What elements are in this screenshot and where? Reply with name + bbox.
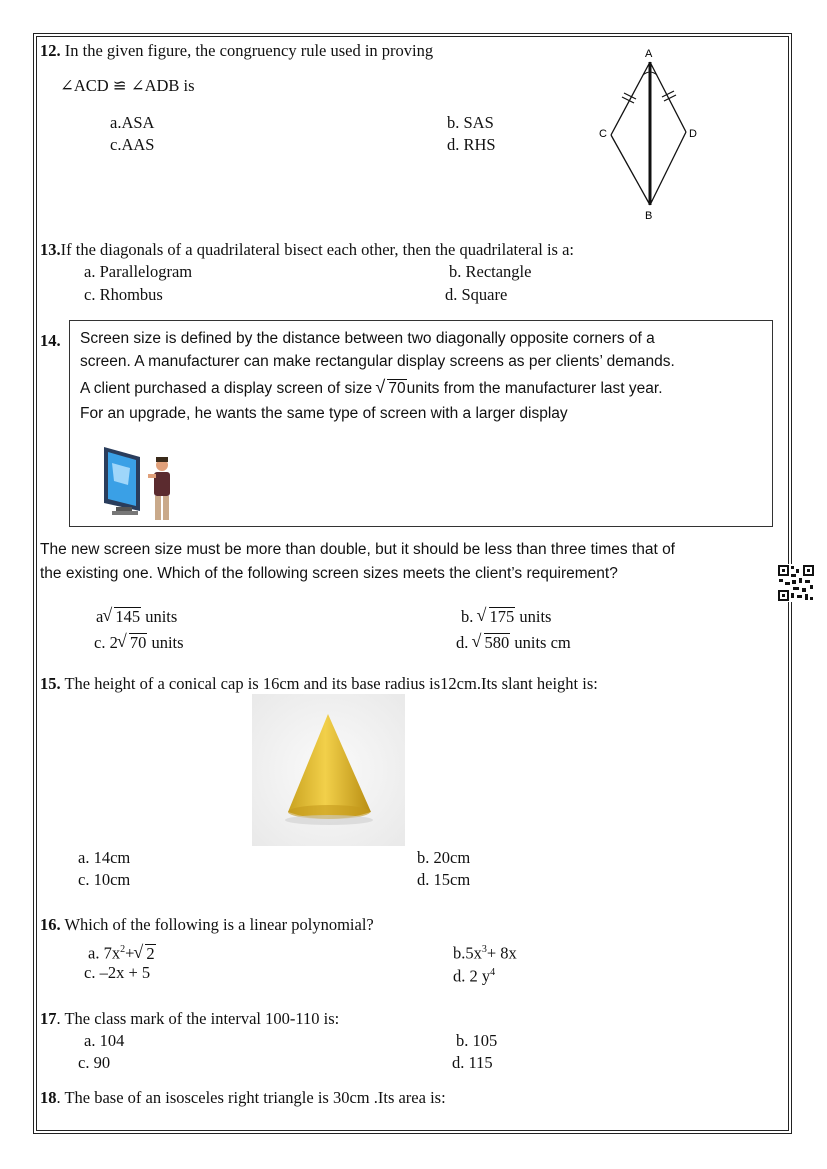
q15-option-a: a. 14cm — [78, 848, 131, 867]
q13-option-d: d. Square — [445, 285, 508, 304]
q12-statement: ∠ACD ≌ ∠ADB is — [60, 76, 195, 95]
q12-option-a: a.ASA — [110, 113, 155, 132]
q13-option-b: b. Rectangle — [449, 262, 532, 281]
golden-cone-photo — [252, 694, 405, 846]
q14-question-line2: the existing one. Which of the following screen sizes meets the client’s requirement? — [40, 565, 618, 582]
q16-option-b: $b.5x^3+ 8x$ — [453, 943, 517, 963]
q15-option-b: b. 20cm — [417, 848, 471, 867]
q12-text: 12. In the given figure, the congruency rule used in proving — [40, 41, 434, 60]
q17-text: 17. The class mark of the interval 100-110 is: — [40, 1009, 340, 1028]
q14-box-line3: A client purchased a display screen of size √ 70units from the manufacturer last year. — [80, 379, 663, 399]
q16-option-d: d. 2 $y^4$ — [453, 966, 496, 986]
q16-option-a: a. $7x^2+√$ 2 — [88, 940, 156, 964]
q12-option-d: d. RHS — [447, 135, 496, 154]
q12-option-c: c.AAS — [110, 135, 155, 154]
q14-option-d: d. √ 580 units cm — [456, 633, 571, 653]
label-d: D — [689, 128, 697, 140]
label-c: C — [599, 128, 607, 140]
q13-text: 13.If the diagonals of a quadrilateral bisect each other, then the quadrilateral is a: — [40, 240, 574, 259]
q14-number: 14. — [40, 331, 61, 350]
q14-box-line4: For an upgrade, he wants the same type of screen with a larger display — [80, 405, 568, 422]
qr-code-icon — [777, 564, 815, 602]
person-with-monitor-illustration — [100, 443, 186, 525]
q16-option-c: c. –2x + 5 — [84, 963, 151, 982]
q15-option-c: c. 10cm — [78, 870, 131, 889]
q14-option-a: a√ 145 units — [96, 607, 177, 627]
q12-option-b: b. SAS — [447, 113, 494, 132]
q13-option-a: a. Parallelogram — [84, 262, 193, 281]
kite-figure — [595, 45, 715, 223]
q16-text: 16. Which of the following is a linear polynomial? — [40, 915, 374, 934]
q17-option-b: b. 105 — [456, 1031, 498, 1050]
q15-text: 15. The height of a conical cap is 16cm and its base radius is12cm.Its slant height is: — [40, 674, 598, 693]
q14-question-line1: The new screen size must be more than double, but it should be less than three times that of — [40, 541, 675, 558]
q15-option-d: d. 15cm — [417, 870, 471, 889]
q14-option-b: b. √ 175 units — [461, 607, 551, 627]
q14-box-line2: screen. A manufacturer can make rectangular display screens as per clients’ demands. — [80, 353, 675, 370]
q14-box-line1: Screen size is defined by the distance between two diagonally opposite corners of a — [80, 330, 655, 347]
label-b: B — [645, 210, 653, 222]
q17-option-a: a. 104 — [84, 1031, 125, 1050]
q18-text: 18. The base of an isosceles right triangle is 30cm .Its area is: — [40, 1088, 446, 1107]
q14-option-c: c. 2√ 70 units — [94, 633, 184, 653]
label-a: A — [645, 48, 653, 60]
q13-option-c: c. Rhombus — [84, 285, 163, 304]
q17-option-d: d. 115 — [452, 1053, 493, 1072]
q17-option-c: c. 90 — [78, 1053, 111, 1072]
